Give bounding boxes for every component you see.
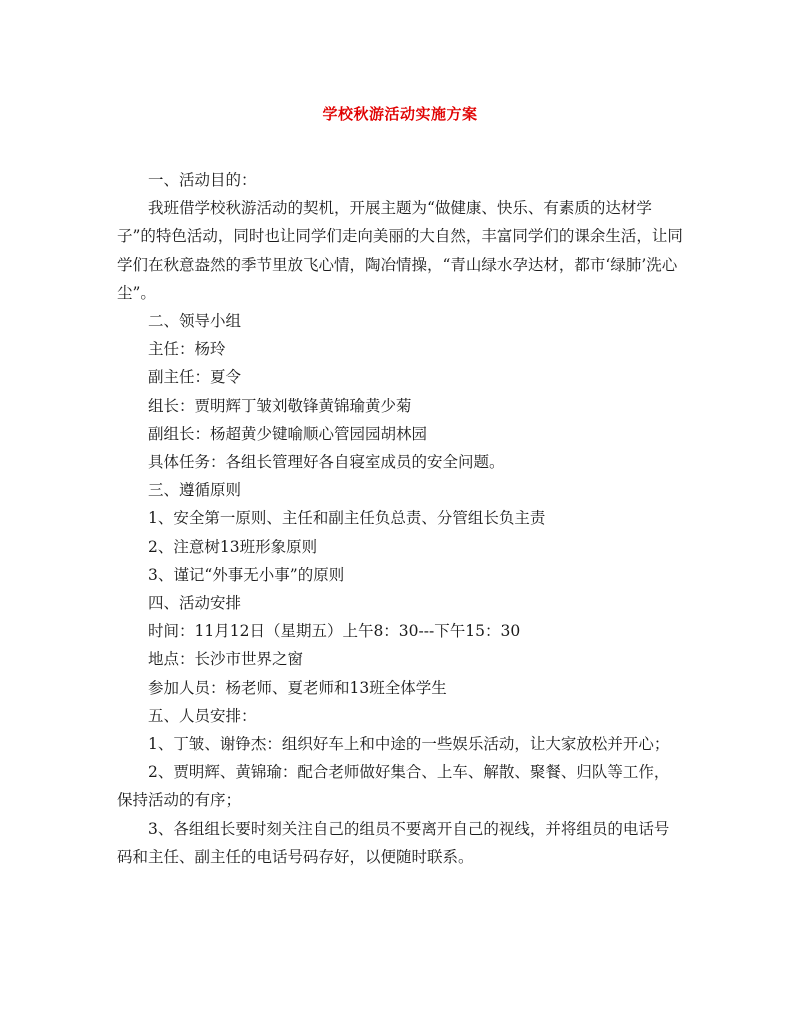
leader-deputy-director: 副主任：夏令 [148, 368, 242, 387]
purpose-paragraph: 我班借学校秋游活动的契机，开展主题为“做健康、快乐、有素质的达材学子”的特色活动，同时也让同学们走向美丽的大自然，丰富同学们的课余生活，让同学们在秋意盎然的季节里放飞心情，陶冶情操，“青山绿水孕达材，都市‘绿肺’洗心尘”。 [117, 199, 683, 302]
leader-deputy-group-leaders: 副组长：杨超黄少键喻顺心管园园胡林园 [148, 424, 428, 443]
staffing-item: 2、贾明辉、黄锦瑜：配合老师做好集合、上车、解散、聚餐、归队等工作，保持活动的有序； [117, 763, 670, 810]
arrangement-time: 时间：11月12日（星期五）上午8：30---下午15：30 [148, 622, 521, 641]
leader-specific-tasks: 具体任务：各组长管理好各自寝室成员的安全问题。 [148, 453, 505, 472]
section-heading-leadership: 二、领导小组 [148, 312, 242, 331]
staffing-item: 1、丁皱、谢铮杰：组织好车上和中途的一些娱乐活动，让大家放松并开心； [148, 735, 670, 754]
leader-director: 主任：杨玲 [148, 340, 226, 359]
section-heading-arrangements: 四、活动安排 [148, 594, 242, 613]
leader-group-leaders: 组长：贾明辉丁皱刘敬锋黄锦瑜黄少菊 [148, 396, 412, 415]
staffing-item: 3、各组组长要时刻关注自己的组员不要离开自己的视线，并将组员的电话号码和主任、副主任的电话号码存好，以便随时联系。 [117, 819, 670, 866]
document-body [117, 166, 683, 871]
principle-item: 1、安全第一原则、主任和副主任负总责、分管组长负主责 [148, 509, 546, 528]
document-title: 学校秋游活动实施方案 [322, 105, 478, 123]
section-heading-purpose: 一、活动目的： [148, 171, 257, 189]
principle-item: 2、注意树13班形象原则 [148, 537, 318, 556]
section-heading-staffing: 五、人员安排： [148, 706, 257, 725]
principle-item: 3、谨记“外事无小事”的原则 [148, 565, 345, 584]
arrangement-location: 地点：长沙市世界之窗 [148, 650, 304, 669]
section-heading-principles: 三、遵循原则 [148, 481, 242, 500]
arrangement-participants: 参加人员：杨老师、夏老师和13班全体学生 [148, 678, 447, 697]
